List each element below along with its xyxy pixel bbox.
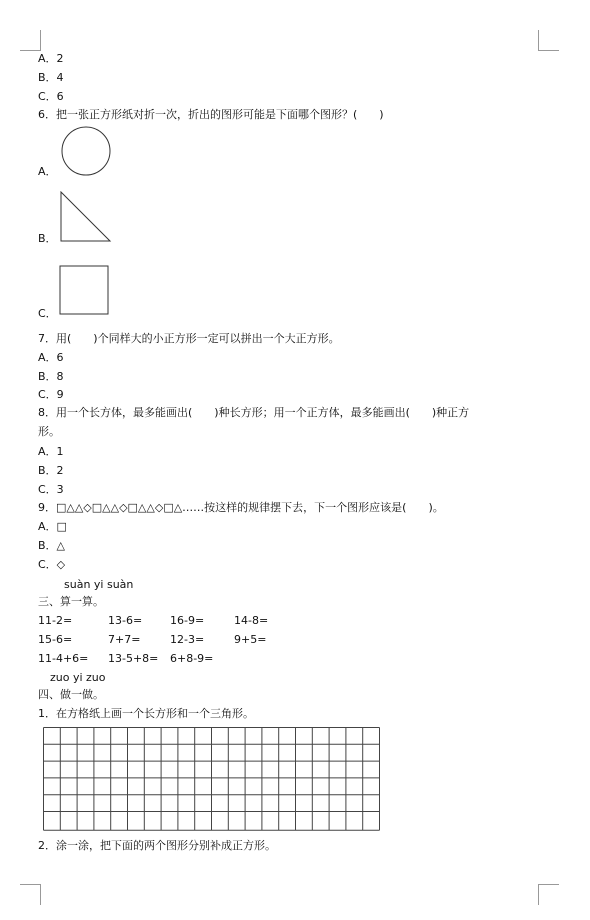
corner-mark-bottom-left xyxy=(20,884,41,905)
square-grid-paper[interactable] xyxy=(43,727,383,831)
section4-title: 四、做一做。 xyxy=(38,688,104,701)
q8-option-a: A．1 xyxy=(38,445,64,458)
q9-option-a: A．□ xyxy=(38,520,67,533)
q8-question-line2: 形。 xyxy=(38,425,60,438)
q6-option-b: B． xyxy=(38,232,57,245)
q9-option-b: B．△ xyxy=(38,539,66,552)
q9-option-c: C．◇ xyxy=(38,558,66,571)
q5-option-b: B．4 xyxy=(38,71,64,84)
calc-item: 14-8= xyxy=(234,614,269,627)
q8-option-b: B．2 xyxy=(38,464,64,477)
q6-option-c: C． xyxy=(38,307,57,320)
section4-q2: 2．涂一涂，把下面的两个图形分别补成正方形。 xyxy=(38,839,276,852)
calc-item: 13-5+8= xyxy=(108,652,159,665)
corner-mark-top-left xyxy=(20,30,41,51)
q8-option-c: C．3 xyxy=(38,483,64,496)
q7-option-a: A．6 xyxy=(38,351,64,364)
section3-pinyin: suàn yi suàn xyxy=(64,578,134,591)
section4-q1: 1．在方格纸上画一个长方形和一个三角形。 xyxy=(38,707,254,720)
q5-option-c: C．6 xyxy=(38,90,64,103)
section3-title: 三、算一算。 xyxy=(38,595,104,608)
calc-item: 13-6= xyxy=(108,614,143,627)
circle-icon xyxy=(60,126,114,178)
calc-item: 15-6= xyxy=(38,633,73,646)
calc-item: 11-4+6= xyxy=(38,652,89,665)
q5-option-a: A．2 xyxy=(38,52,64,65)
corner-mark-top-right xyxy=(538,30,559,51)
calc-item: 16-9= xyxy=(170,614,205,627)
q7-question: 7．用( )个同样大的小正方形一定可以拼出一个大正方形。 xyxy=(38,332,340,345)
right-triangle-icon xyxy=(60,191,112,243)
corner-mark-bottom-right xyxy=(538,884,559,905)
q6-option-a: A． xyxy=(38,165,57,178)
calc-item: 6+8-9= xyxy=(170,652,214,665)
q7-option-b: B．8 xyxy=(38,370,64,383)
calc-item: 12-3= xyxy=(170,633,205,646)
section4-pinyin: zuo yi zuo xyxy=(50,671,106,684)
q7-option-c: C．9 xyxy=(38,388,64,401)
q9-question: 9．□△△◇□△△◇□△△◇□△……按这样的规律摆下去，下一个图形应该是( )。 xyxy=(38,501,444,514)
calc-item: 11-2= xyxy=(38,614,73,627)
calc-item: 9+5= xyxy=(234,633,267,646)
square-icon xyxy=(59,265,111,317)
calc-item: 7+7= xyxy=(108,633,141,646)
q8-question-line1: 8．用一个长方体，最多能画出( )种长方形；用一个正方体，最多能画出( )种正方 xyxy=(38,406,470,419)
q6-question: 6．把一张正方形纸对折一次，折出的图形可能是下面哪个图形？( ) xyxy=(38,108,384,121)
